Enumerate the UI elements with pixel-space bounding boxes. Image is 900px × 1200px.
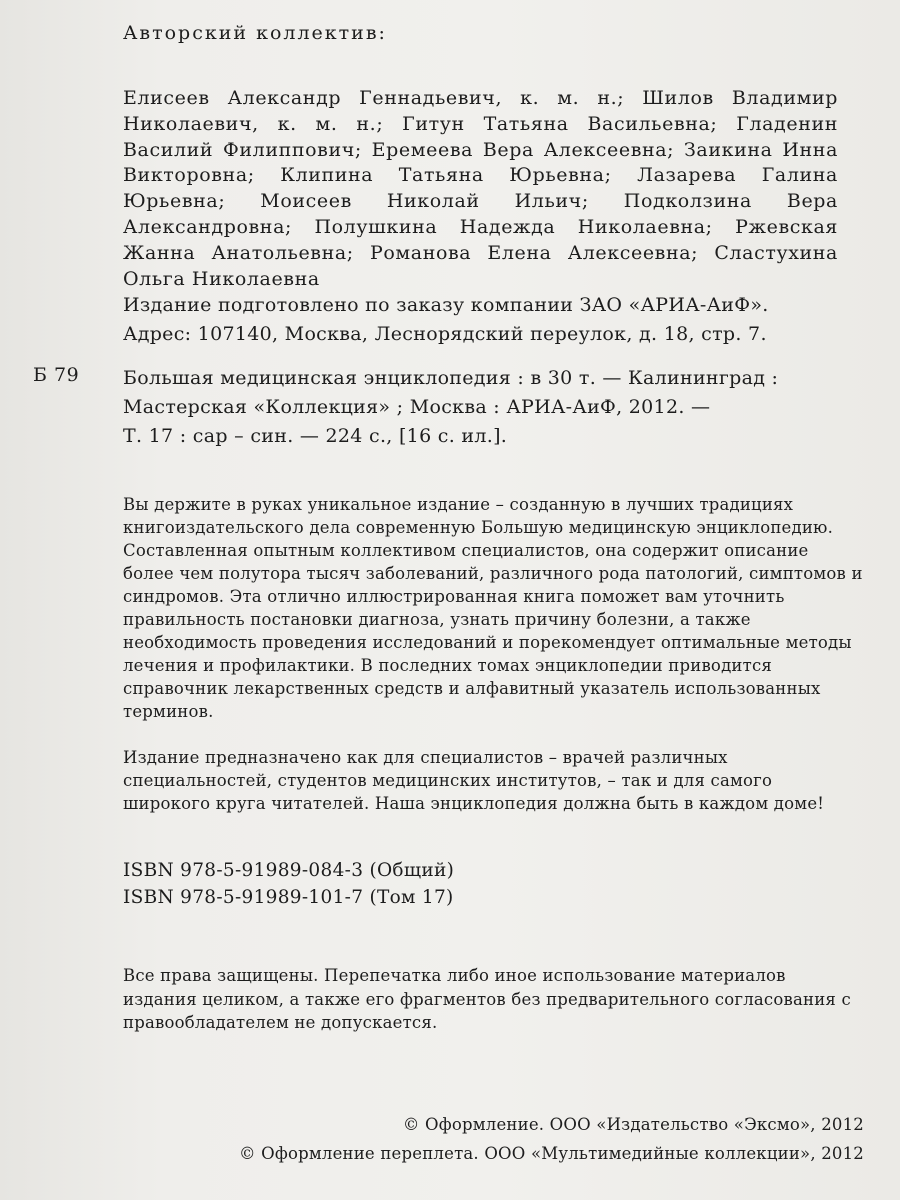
- authors-heading: Авторский коллектив:: [123, 22, 387, 44]
- copyright-block: [239, 1110, 864, 1168]
- rights-notice: Все права защищены. Перепечатка либо иное использование материалов издания целиком, а также его фрагментов без предварительного согласования с правообладателем не допускается.: [123, 966, 851, 1032]
- isbn-block: [123, 857, 863, 911]
- annotation-paragraph-1: Вы держите в руках уникальное издание – созданную в лучших традициях книгоиздательского дела современную Большую медицинскую энциклопедию. Составленная опытным коллективом специалистов, она содержит описание более чем полутора тысяч заболеваний, различного рода патологий, симптомов и синдромов. Эта отлично иллюстрированная книга поможет вам уточнить правильность постановки диагноза, узнать причину болезни, а также необходимость проведения исследований и порекомендует оптимальные методы лечения и профилактики. В последних томах энциклопедии приводится справочник лекарственных средств и алфавитный указатель использованных терминов.: [123, 495, 863, 721]
- isbn-volume: ISBN 978-5-91989-101-7 (Том 17): [123, 887, 454, 908]
- publisher-info: [123, 291, 863, 349]
- copyright-design: © Оформление. ООО «Издательство «Эксмо», 2012: [402, 1115, 864, 1134]
- authors-list: Елисеев Александр Геннадьевич, к. м. н.; Шилов Владимир Николаевич, к. м. н.; Гитун Татьяна Васильевна; Гладенин Василий Филиппович; Еремеева Вера Алексеевна; Заикина Инна Викторовна; Клипина Татьяна Юрьевна; Лазарева Галина Юрьевна; Моисеев Николай Ильич; Подколзина Вера Александровна; Полушкина Надежда Николаевна; Ржевская Жанна Анатольевна; Романова Елена Алексеевна; Сластухина Ольга Николаевна: [123, 87, 838, 290]
- isbn-general: ISBN 978-5-91989-084-3 (Общий): [123, 860, 455, 881]
- biblio-line-2: Мастерская «Коллекция» ; Москва : АРИА-АиФ, 2012. —: [123, 396, 711, 418]
- address-line: Адрес: 107140, Москва, Леснорядский переулок, д. 18, стр. 7.: [123, 323, 767, 345]
- biblio-line-3: Т. 17 : сар – син. — 224 с., [16 с. ил.].: [123, 425, 508, 447]
- copyright-binding: © Оформление переплета. ООО «Мультимедийные коллекции», 2012: [238, 1144, 864, 1163]
- bibliographic-record: [123, 364, 863, 451]
- annotation-paragraph-2: Издание предназначено как для специалистов – врачей различных специальностей, студентов медицинских институтов, – так и для самого широкого круга читателей. Наша энциклопедия должна быть в каждом доме!: [123, 748, 825, 813]
- prepared-for-line: Издание подготовлено по заказу компании ЗАО «АРИА-АиФ».: [123, 294, 769, 316]
- classification-code: Б 79: [33, 364, 80, 386]
- annotation: [123, 493, 863, 815]
- biblio-line-1: Большая медицинская энциклопедия : в 30 т. — Калининград :: [123, 367, 779, 389]
